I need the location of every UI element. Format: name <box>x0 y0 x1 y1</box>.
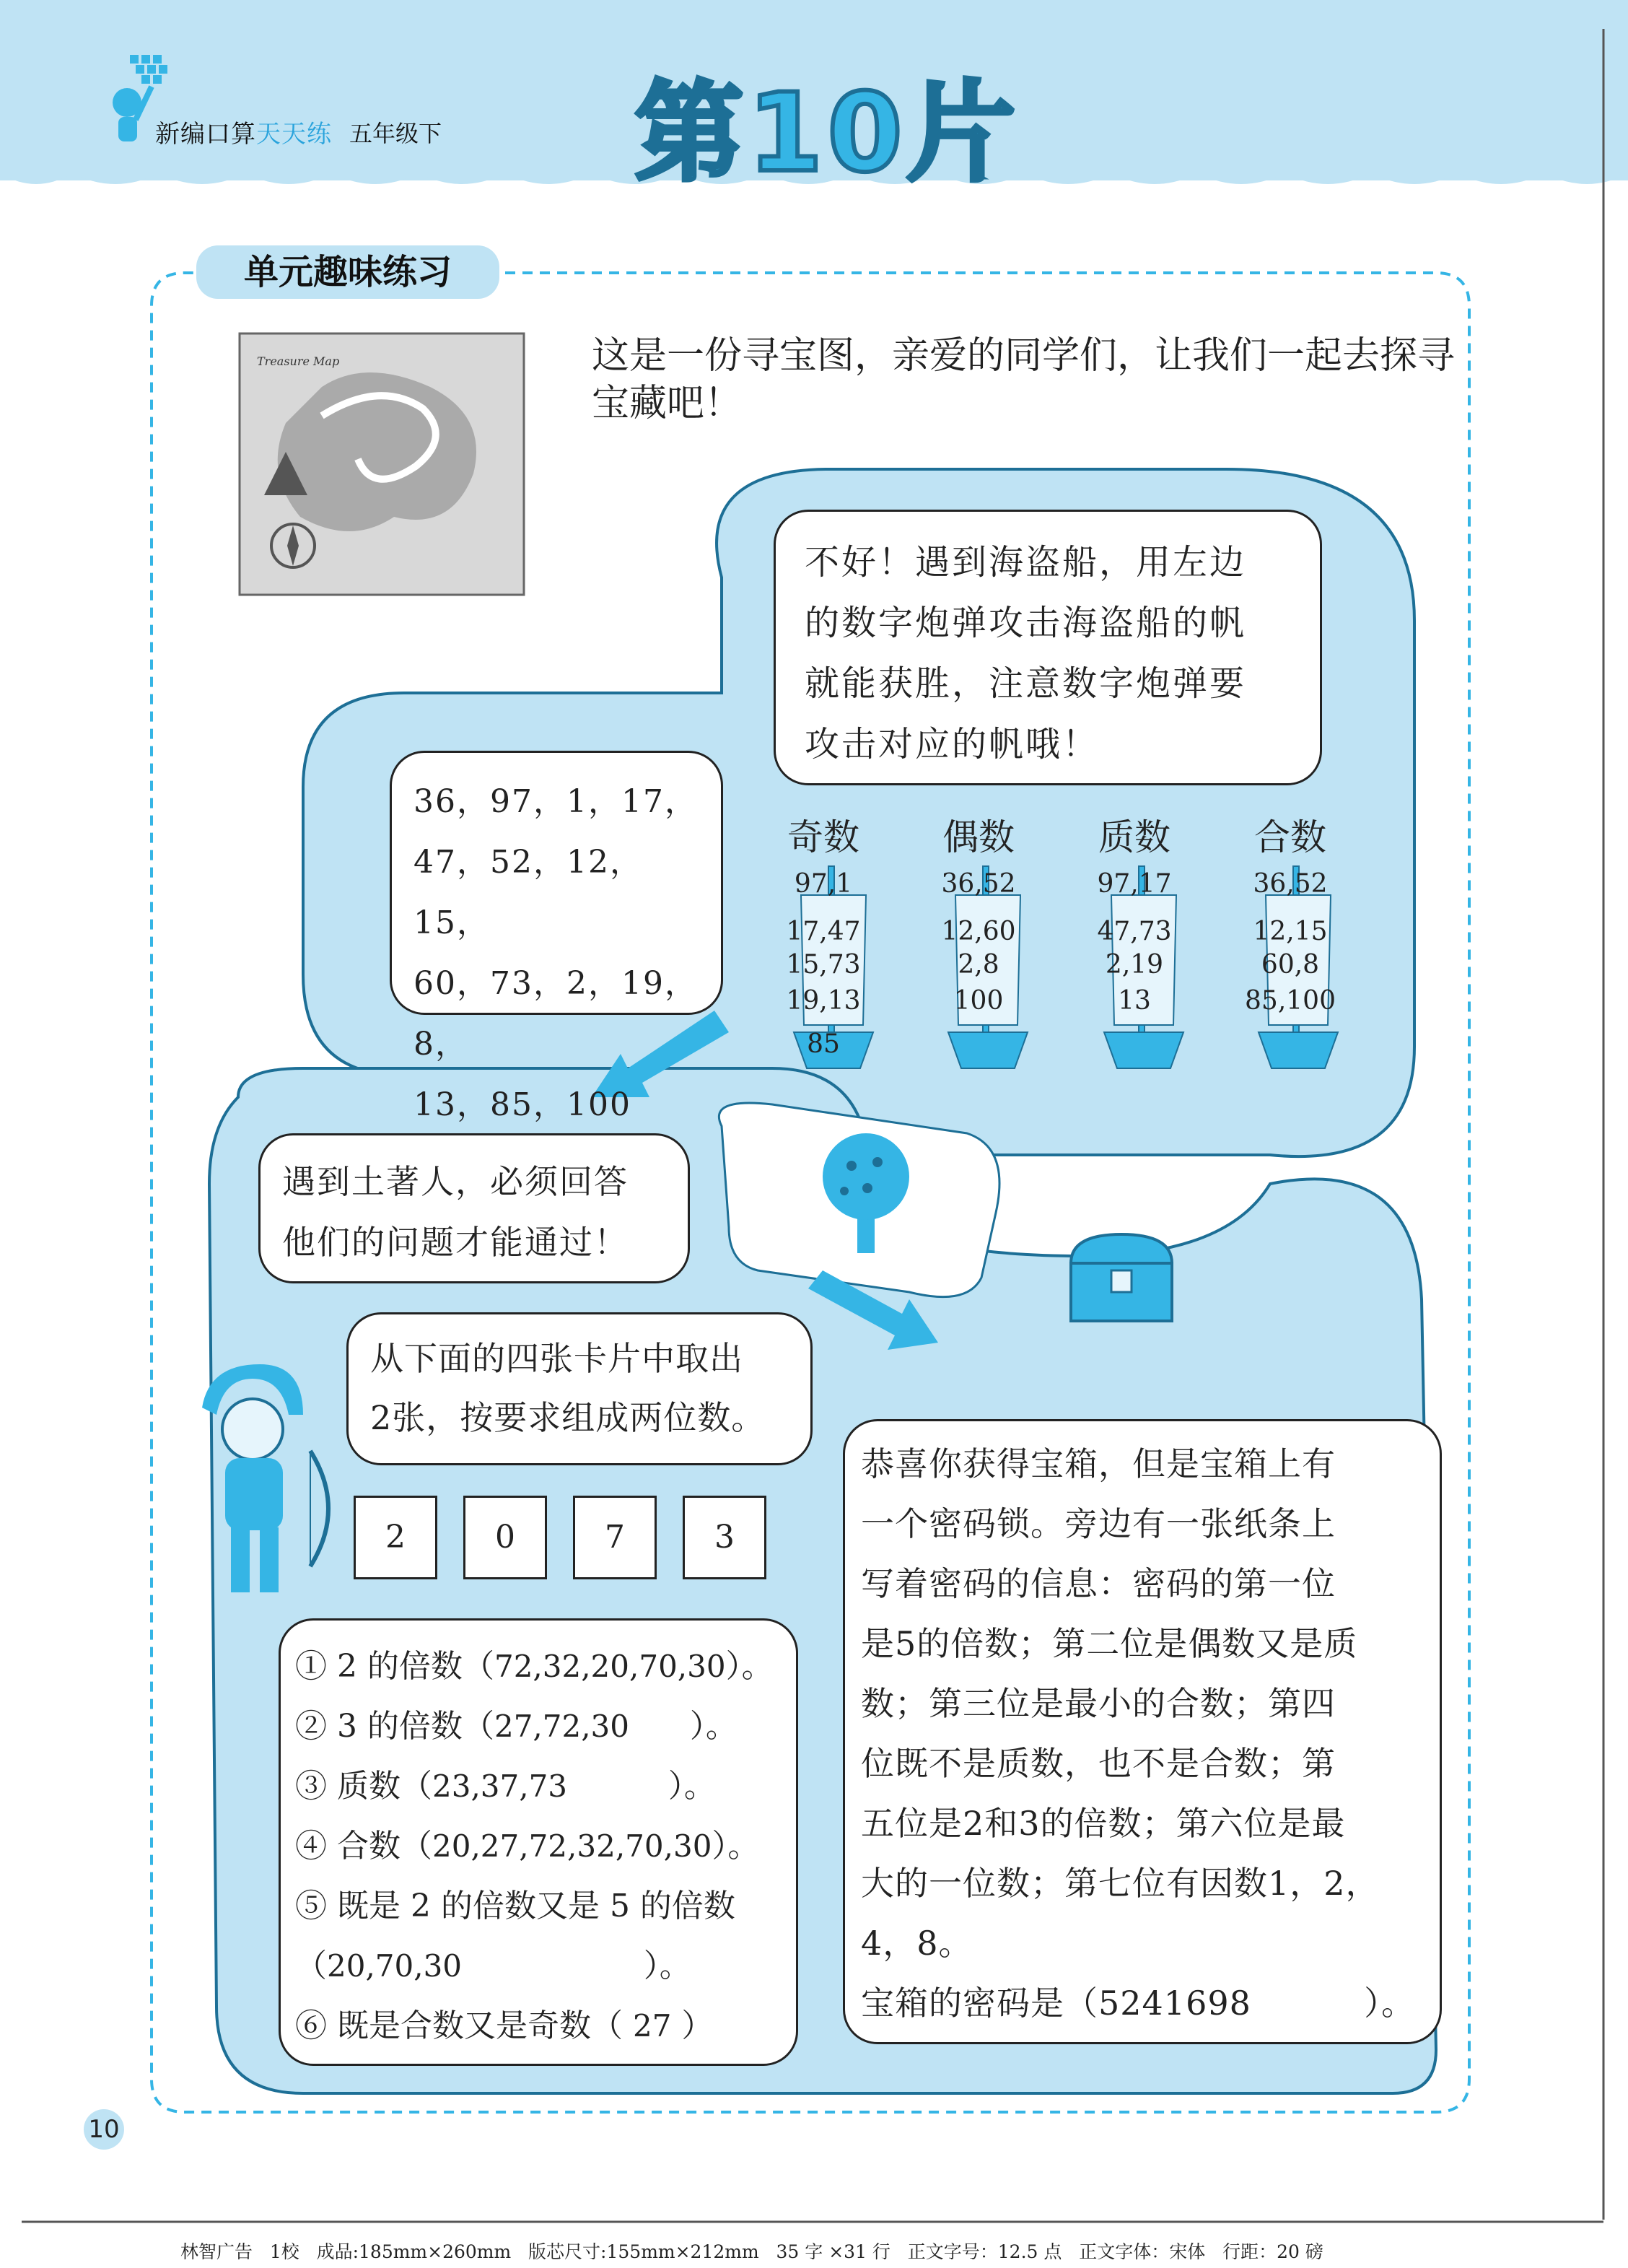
print-info: 林智广告 1校 成品:185mm×260mm 版芯尺寸:155mm×212mm 35 字 ×31 行 正文字号：12.5 点 正文字体：宋体 行距：20 磅 <box>180 2241 1323 2262</box>
pirate-speech-bubble <box>774 510 1322 785</box>
number-card: 7 <box>573 1496 657 1579</box>
ship-label-composite: 合数 <box>1254 816 1326 858</box>
question-row: ③ 质数（23,37,73 ）。 <box>295 1768 716 1805</box>
question-row: ⑤ 既是 2 的倍数又是 5 的倍数 <box>295 1888 735 1924</box>
ship-answer: 13 <box>1118 986 1151 1016</box>
ship-answer: 2,19 <box>1105 950 1164 980</box>
bubble-line: 4，8。 <box>861 1924 973 1963</box>
bubble-line: 写着密码的信息：密码的第一位 <box>861 1564 1336 1603</box>
answer-text: 23,37,73 <box>432 1768 568 1804</box>
native-character-icon <box>180 1357 346 1610</box>
question-row: （20,70,30 ）。 <box>295 1948 691 1984</box>
bubble-line: 一个密码锁。旁边有一张纸条上 <box>861 1504 1336 1543</box>
ship-answer: 85,100 <box>1245 986 1336 1016</box>
answer-text: 20,27,72,32,70,30 <box>432 1828 712 1864</box>
cards-instruction-bubble <box>346 1312 813 1465</box>
question-row: ④ 合数（20,27,72,32,70,30）。 <box>295 1828 760 1864</box>
number-card: 2 <box>354 1496 437 1579</box>
tree-icon <box>808 1126 924 1256</box>
ship-answer: 60,8 <box>1261 950 1320 980</box>
series-name: 新编口算 <box>155 120 256 149</box>
ship-answer: 97,1 <box>794 869 853 899</box>
ship-answer: 47,73 <box>1097 917 1172 946</box>
ship-answer: 17,47 <box>786 917 861 946</box>
bubble-line: 是5的倍数；第二位是偶数又是质 <box>861 1624 1358 1663</box>
numbers-line: 13，85，100 <box>413 1086 631 1123</box>
intro-text: 这是一份寻宝图，亲爱的同学们，让我们一起去探寻宝藏吧！ <box>592 334 1456 425</box>
ship-answer: 15,73 <box>786 950 861 980</box>
ship-label-even: 偶数 <box>942 816 1015 858</box>
bubble-line: 就能获胜，注意数字炮弹要 <box>805 663 1247 704</box>
question-row: ① 2 的倍数（72,32,20,70,30）。 <box>295 1648 774 1685</box>
ship-label-prime: 质数 <box>1098 816 1170 858</box>
password-answer: 5241698 <box>1098 1984 1251 2023</box>
answer-text: 20,70,30 <box>327 1948 463 1984</box>
bubble-line: 恭喜你获得宝箱，但是宝箱上有 <box>861 1444 1336 1483</box>
question-row: ⑥ 既是合数又是奇数（ 27 ） <box>295 2007 714 2044</box>
treasure-chest-bubble <box>843 1419 1442 2044</box>
page-title: 第10片 <box>635 71 1020 196</box>
page-number: 10 <box>84 2109 124 2150</box>
bubble-line: 不好！遇到海盗船，用左边 <box>805 542 1247 583</box>
pirate-ships <box>750 801 1414 1090</box>
bubble-line: 大的一位数；第七位有因数1，2， <box>861 1864 1380 1903</box>
series-title <box>155 114 332 149</box>
treasure-map-image <box>235 329 528 599</box>
numbers-line: 36，97，1，17， <box>413 783 698 820</box>
bubble-line: 的数字炮弹攻击海盗船的帆 <box>805 603 1247 643</box>
map-caption: Treasure Map <box>257 354 340 368</box>
series-highlight: 天天练 <box>256 120 332 149</box>
answer-text: 27,72,30 <box>494 1709 629 1744</box>
bubble-line: 位既不是质数，也不是合数；第 <box>861 1744 1336 1783</box>
ship-answer: 100 <box>953 986 1004 1016</box>
bubble-line: 数；第三位是最小的合数；第四 <box>861 1684 1336 1723</box>
ship-answer: 19,13 <box>786 986 861 1016</box>
number-card: 3 <box>683 1496 766 1579</box>
section-title: 单元趣味练习 <box>196 245 499 299</box>
ship-answer: 36,52 <box>941 869 1016 899</box>
answer-text: 72,32,20,70,30 <box>494 1649 726 1684</box>
bubble-line: 遇到土著人，必须回答 <box>282 1162 629 1201</box>
bubble-line: 他们的问题才能通过！ <box>282 1223 629 1262</box>
ship-answer: 36,52 <box>1253 869 1328 899</box>
bubble-line: 从下面的四张卡片中取出 <box>370 1339 743 1378</box>
ship-answer: 2,8 <box>958 950 999 980</box>
question-row: ② 3 的倍数（27,72,30 ）。 <box>295 1708 738 1745</box>
treasure-chest-icon <box>1064 1227 1179 1328</box>
grade-label: 五年级下 <box>349 120 442 147</box>
numbers-line: 47，52，12，15， <box>413 844 643 941</box>
ship-answer: 85 <box>807 1029 840 1059</box>
ship-label-odd: 奇数 <box>787 816 859 858</box>
ship-answer: 97,17 <box>1097 869 1172 899</box>
bubble-line: 攻击对应的帆哦！ <box>805 724 1100 764</box>
bubble-line: 2张，按要求组成两位数。 <box>370 1398 766 1437</box>
ship-answer: 12,15 <box>1253 917 1328 946</box>
password-answer-line: 宝箱的密码是（5241698 ）。 <box>861 1984 1416 2023</box>
native-speech-bubble <box>258 1133 690 1283</box>
number-card: 0 <box>463 1496 547 1579</box>
numbers-line: 60，73，2，19，8， <box>413 965 698 1063</box>
ship-answer: 12,60 <box>941 917 1016 946</box>
number-cannonballs-box <box>390 751 723 1123</box>
answer-text: 27 <box>632 2008 672 2044</box>
bubble-line: 五位是2和3的倍数；第六位是最 <box>861 1804 1346 1843</box>
questions-box <box>279 1618 798 2066</box>
